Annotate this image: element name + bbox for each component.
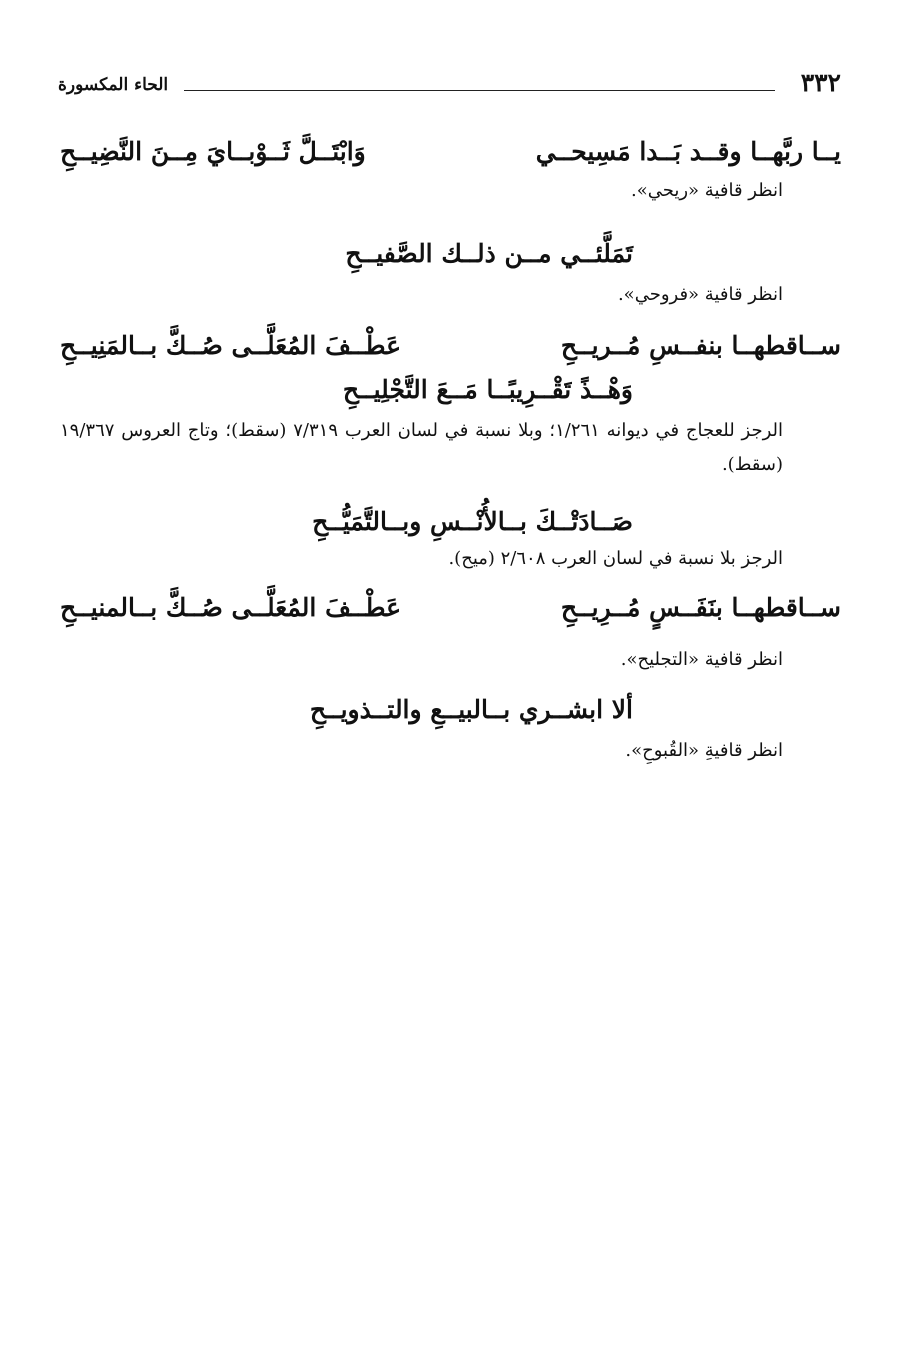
page-number: ٣٣٢ bbox=[800, 68, 841, 97]
source-note: الرجز بلا نسبة في لسان العرب ٢/٦٠٨ (ميح). bbox=[448, 548, 783, 569]
source-note: الرجز للعجاج في ديوانه ١/٢٦١؛ وبلا نسبة في لسان العرب ٧/٣١٩ (سقط)؛ وتاج العروس ١٩/٣٦٧ (سقط). bbox=[60, 420, 784, 475]
verse-line bbox=[60, 130, 841, 174]
verse-line: تَمَلَّئــي مــن ذلــك الصَّفيــحِ bbox=[345, 239, 633, 268]
verse-hemistich: ســاقطهــا بنفــسِ مُــريــحِ bbox=[560, 331, 841, 360]
verse-line: صَــادَتْــكَ بــالأُنْــسِ وبــالتَّمَيُّــحِ bbox=[312, 507, 633, 536]
verse-hemistich: يــا ربَّهــا وقــد بَــدا مَسِيحــي bbox=[535, 137, 841, 166]
header-rule bbox=[184, 90, 775, 91]
verse-hemistich: وَابْتَــلَّ ثَــوْبــايَ مِــنَ النَّضِيــحِ bbox=[60, 137, 366, 166]
section-title: الحاء المكسورة bbox=[58, 75, 169, 95]
verse-line bbox=[60, 586, 841, 630]
verse-hemistich: عَطْــفَ المُعَلَّــى صُــكَّ بــالمنيــحِ bbox=[60, 593, 402, 622]
verse-hemistich: عَطْــفَ المُعَلَّــى صُــكَّ بــالمَنِيــحِ bbox=[60, 331, 402, 360]
running-header bbox=[58, 68, 841, 102]
verse-line: ألا ابشــري بــالبيــعِ والتــذويــحِ bbox=[309, 695, 633, 724]
reference-note: انظر قافيةِ «القُبوحِ». bbox=[625, 740, 783, 761]
verse-line: وَهْــذً تَقْــرِيبًــا مَــعَ التَّجْلِيــحِ bbox=[342, 375, 633, 404]
reference-note: انظر قافية «فروحي». bbox=[617, 284, 783, 305]
verse-line bbox=[60, 324, 841, 368]
reference-note: انظر قافية «التجليح». bbox=[620, 649, 783, 670]
reference-note: انظر قافية «ريحي». bbox=[631, 180, 783, 201]
verse-hemistich: ســاقطهــا بنَفَــسٍ مُــرِيــحِ bbox=[560, 593, 841, 622]
